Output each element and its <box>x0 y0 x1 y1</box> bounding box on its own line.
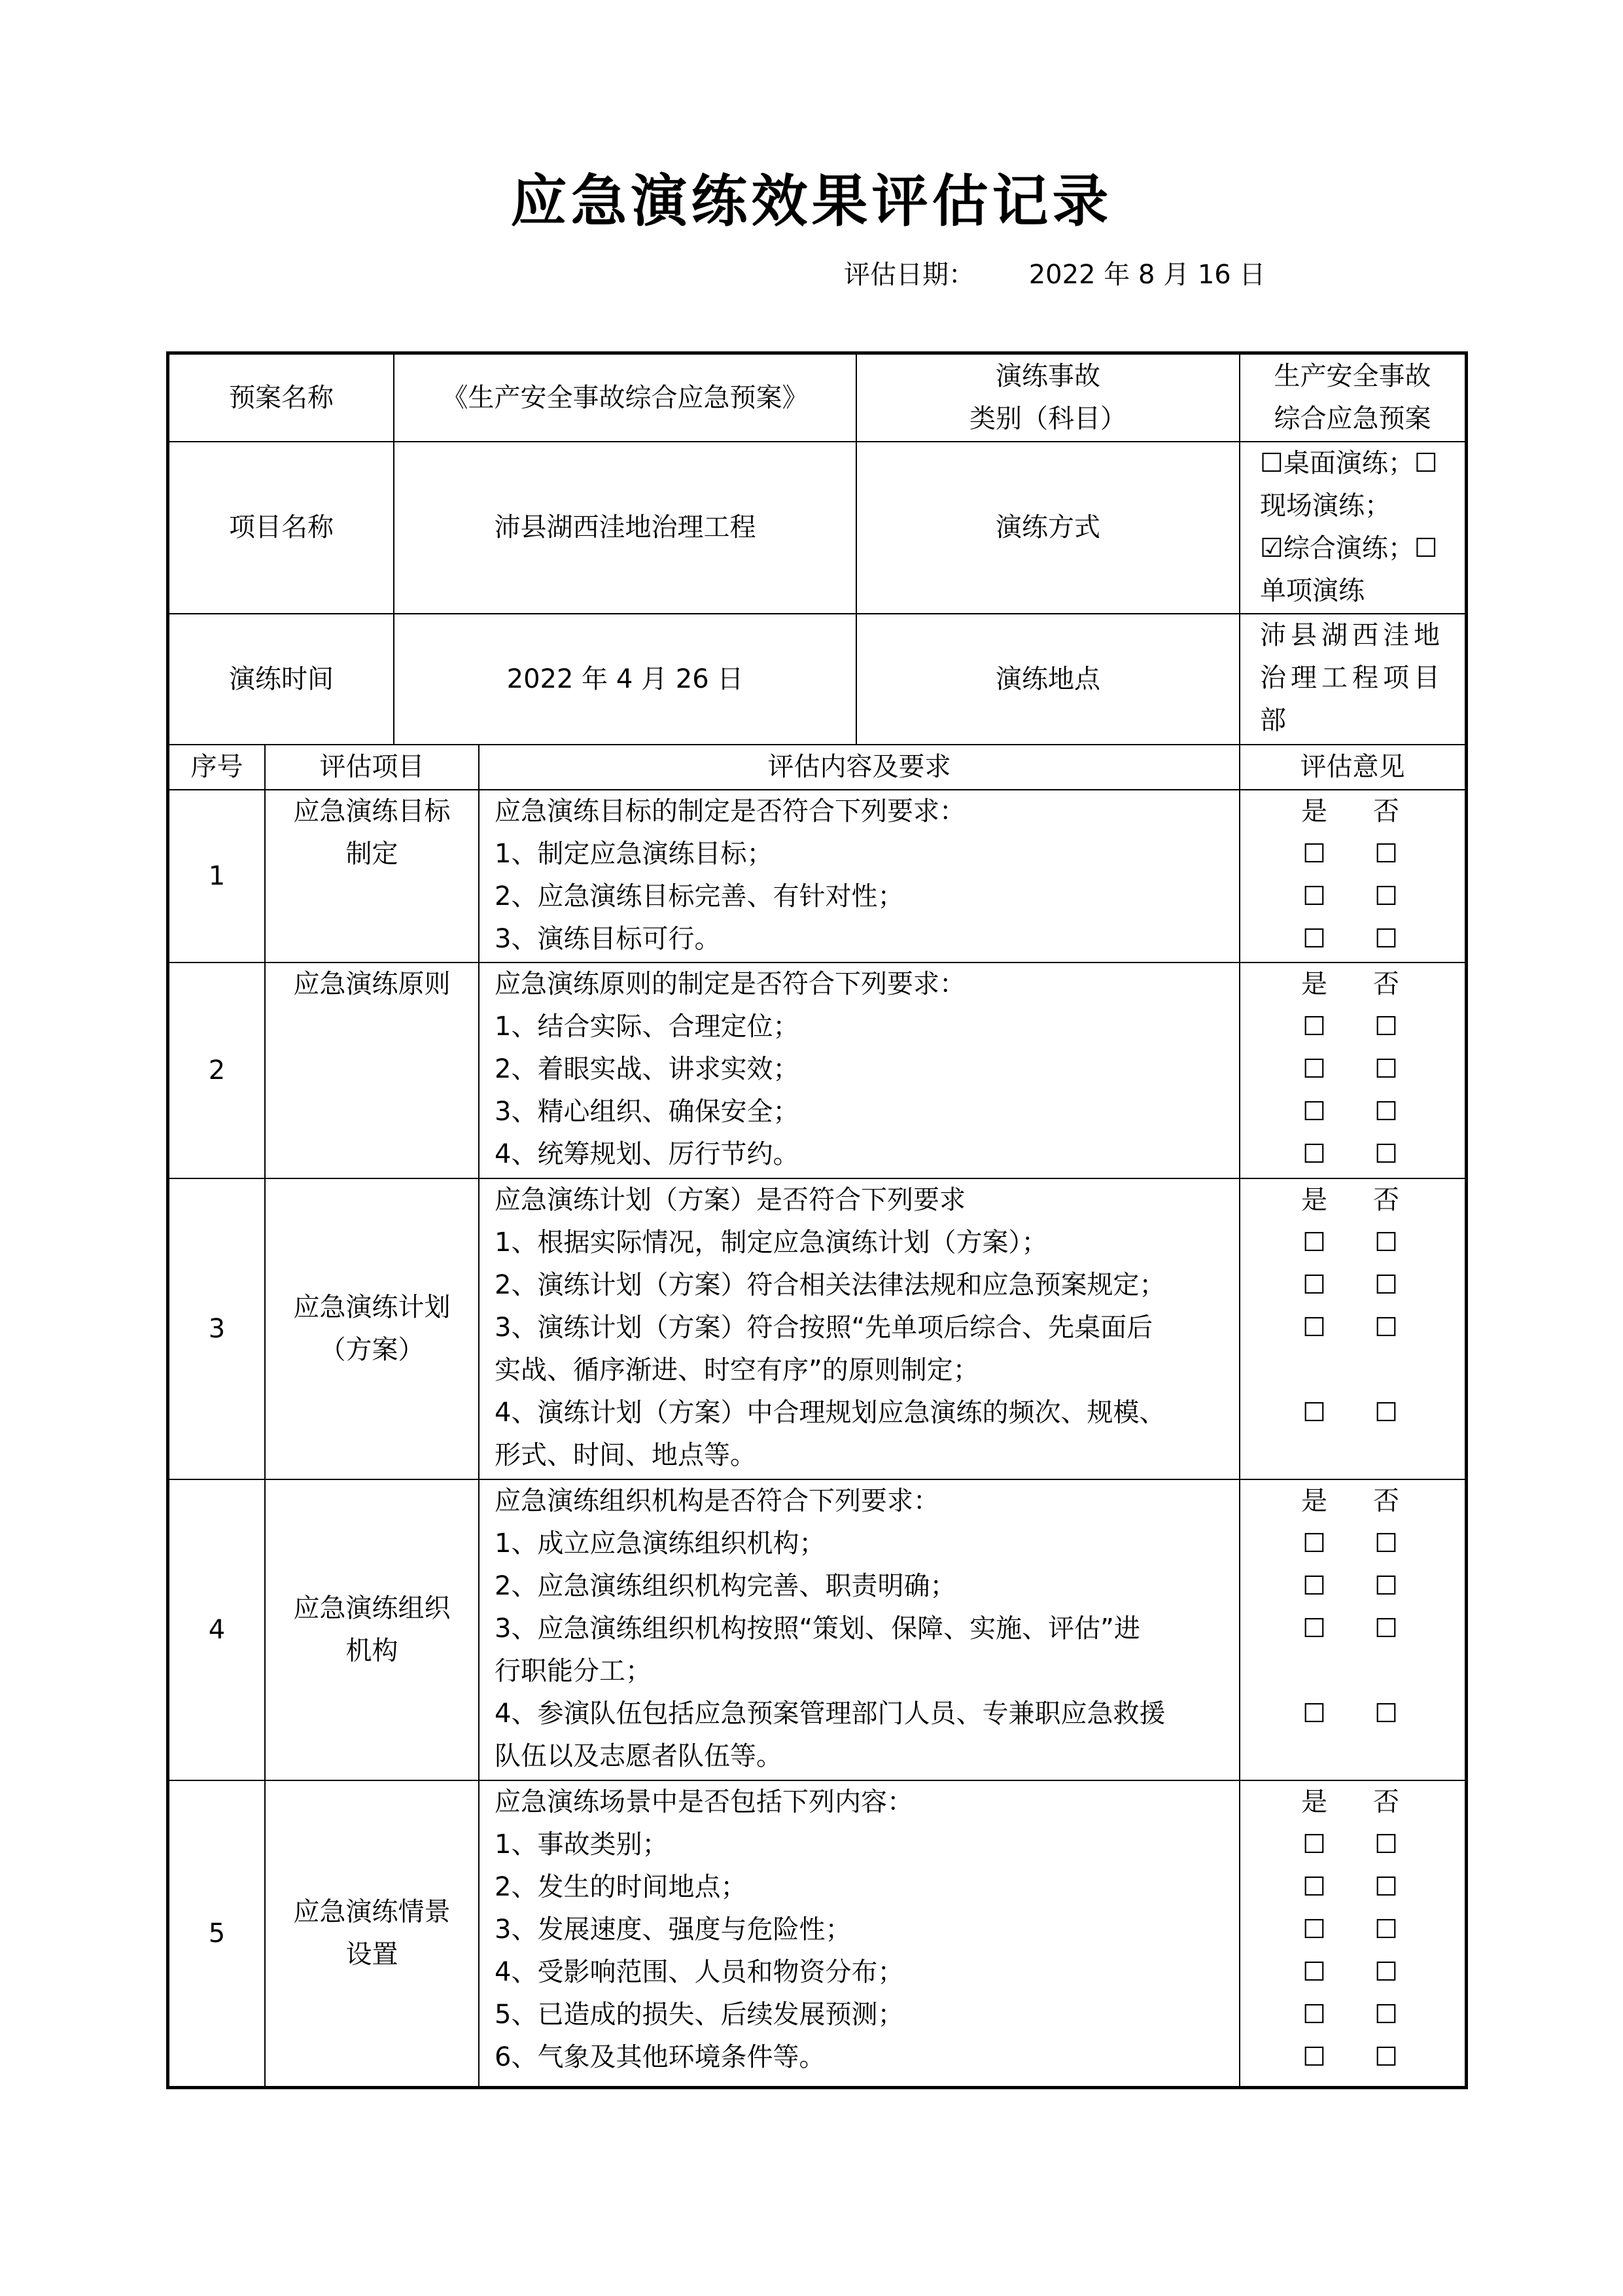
yes-checkbox[interactable]: ☐ <box>1302 1097 1326 1127</box>
no-label: 否 <box>1373 1486 1399 1516</box>
drill-place-value <box>1260 614 1465 742</box>
no-checkbox[interactable]: ☐ <box>1374 1699 1398 1729</box>
requirement-line: 1、制定应急演练目标； <box>495 839 773 869</box>
column-header-item: 评估项目 <box>319 752 425 782</box>
requirement-line: 6、气象及其他环境条件等。 <box>495 2042 826 2072</box>
column-header-no: 序号 <box>190 752 243 782</box>
yes-checkbox[interactable]: ☐ <box>1302 1571 1326 1601</box>
section-item-line: 应急演练组织 <box>293 1593 451 1623</box>
no-label: 否 <box>1373 1185 1399 1215</box>
no-checkbox[interactable]: ☐ <box>1374 1227 1398 1258</box>
yes-checkbox[interactable]: ☐ <box>1302 1872 1326 1902</box>
yes-checkbox[interactable]: ☐ <box>1302 1957 1326 1987</box>
no-checkbox[interactable]: ☐ <box>1374 1313 1398 1343</box>
requirement-line: 应急演练目标的制定是否符合下列要求： <box>495 796 966 826</box>
no-checkbox[interactable]: ☐ <box>1374 1571 1398 1601</box>
plan-name-value: 《生产安全事故综合应急预案》 <box>442 382 809 413</box>
yes-checkbox[interactable]: ☐ <box>1302 1915 1326 1945</box>
yes-checkbox[interactable]: ☐ <box>1302 1313 1326 1343</box>
yes-no-checkboxes <box>1252 1693 1488 1735</box>
no-checkbox[interactable]: ☐ <box>1374 839 1398 869</box>
requirement-line: 2、应急演练目标完善、有针对性； <box>495 881 904 911</box>
requirement-line: 应急演练原则的制定是否符合下列要求： <box>495 969 966 999</box>
document-title: 应急演练效果评估记录 <box>510 168 1113 234</box>
section-item <box>266 1891 478 1976</box>
section-item-line: 应急演练目标 <box>293 796 451 826</box>
requirement-line: 3、演练计划（方案）符合按照“先单项后综合、先桌面后 <box>495 1313 1153 1343</box>
yes-no-checkboxes <box>1252 2036 1488 2079</box>
requirement-line: 应急演练组织机构是否符合下列要求： <box>495 1486 939 1516</box>
yes-checkbox[interactable]: ☐ <box>1302 1398 1326 1428</box>
section-item <box>266 1587 478 1672</box>
requirement-line: 1、事故类别； <box>495 1829 669 1860</box>
requirement-line: 应急演练场景中是否包括下列内容： <box>495 1787 913 1817</box>
yes-no-checkboxes <box>1252 1866 1488 1909</box>
requirement-line: 3、精心组织、确保安全； <box>495 1097 799 1127</box>
yes-checkbox[interactable]: ☐ <box>1302 2042 1326 2072</box>
section-number: 4 <box>208 1614 226 1645</box>
yes-no-header <box>1252 1480 1488 1523</box>
yes-no-checkboxes <box>1252 1392 1488 1434</box>
drill-category-label-line2: 类别（科目） <box>969 404 1126 434</box>
yes-checkbox[interactable]: ☐ <box>1302 924 1326 954</box>
yes-checkbox[interactable]: ☐ <box>1302 1012 1326 1042</box>
section-item <box>266 790 478 875</box>
drill-time-label: 演练时间 <box>229 663 334 694</box>
date-label: 评估日期： <box>844 260 975 290</box>
section-item-line: 机构 <box>345 1636 398 1666</box>
section-item <box>266 963 478 1006</box>
section-number: 5 <box>208 1918 226 1949</box>
requirement-line: 1、成立应急演练组织机构； <box>495 1528 826 1559</box>
yes-label: 是 <box>1301 969 1327 999</box>
drill-category-value <box>1240 355 1465 441</box>
yes-checkbox[interactable]: ☐ <box>1302 1699 1326 1729</box>
requirement-line: 1、结合实际、合理定位； <box>495 1012 799 1042</box>
section-item-line: （方案） <box>319 1335 425 1365</box>
yes-checkbox[interactable]: ☐ <box>1302 1227 1326 1258</box>
yes-no-header <box>1252 1781 1488 1824</box>
section-item <box>266 1286 478 1371</box>
requirement-line: 5、已造成的损失、后续发展预测； <box>495 2000 904 2030</box>
yes-label: 是 <box>1301 1486 1327 1516</box>
requirement-line: 队伍以及志愿者队伍等。 <box>495 1741 782 1771</box>
yes-checkbox[interactable]: ☐ <box>1302 1139 1326 1169</box>
requirement-line: 应急演练计划（方案）是否符合下列要求 <box>495 1185 966 1215</box>
column-header-opinion: 评估意见 <box>1300 752 1405 782</box>
no-label: 否 <box>1373 796 1399 826</box>
requirement-line: 3、发展速度、强度与危险性； <box>495 1915 852 1945</box>
section-item-line: 应急演练情景 <box>293 1897 451 1927</box>
requirement-line: 4、参演队伍包括应急预案管理部门人员、专兼职应急救援 <box>495 1699 1166 1729</box>
requirement-line: 1、根据实际情况，制定应急演练计划（方案）； <box>495 1227 1048 1258</box>
yes-no-checkboxes <box>1252 1048 1488 1091</box>
section-item-line: 设置 <box>345 1939 398 1969</box>
requirement-line: 4、受影响范围、人员和物资分布； <box>495 1957 904 1987</box>
section-number: 1 <box>208 860 226 891</box>
no-checkbox[interactable]: ☐ <box>1374 1915 1398 1945</box>
no-checkbox[interactable]: ☐ <box>1374 881 1398 911</box>
place-line: 沛县湖西洼地 <box>1260 620 1444 650</box>
drill-category-label-line1: 演练事故 <box>996 361 1100 391</box>
yes-no-checkboxes <box>1252 1264 1488 1307</box>
yes-no-checkboxes <box>1252 1222 1488 1264</box>
no-checkbox[interactable]: ☐ <box>1374 1872 1398 1902</box>
yes-no-header <box>1252 1179 1488 1222</box>
yes-no-checkboxes <box>1252 1824 1488 1866</box>
no-checkbox[interactable]: ☐ <box>1374 1139 1398 1169</box>
yes-no-checkboxes <box>1252 918 1488 961</box>
yes-checkbox[interactable]: ☐ <box>1302 1614 1326 1644</box>
method-option-line: 单项演练 <box>1260 576 1365 606</box>
yes-label: 是 <box>1301 796 1327 826</box>
requirement-line: 2、着眼实战、讲求实效； <box>495 1054 799 1084</box>
evaluation-table <box>166 351 1468 2089</box>
yes-checkbox[interactable]: ☐ <box>1302 881 1326 911</box>
no-checkbox[interactable]: ☐ <box>1374 2000 1398 2030</box>
section-item-line: 应急演练原则 <box>293 969 451 999</box>
requirement-line: 行职能分工； <box>495 1656 652 1686</box>
drill-method-label: 演练方式 <box>996 512 1100 542</box>
no-label: 否 <box>1373 969 1399 999</box>
yes-no-checkboxes <box>1252 1909 1488 1951</box>
yes-checkbox[interactable]: ☐ <box>1302 839 1326 869</box>
no-checkbox[interactable]: ☐ <box>1374 1829 1398 1860</box>
yes-no-checkboxes <box>1252 1006 1488 1048</box>
yes-no-checkboxes <box>1252 1091 1488 1133</box>
evaluation-date <box>844 254 1265 291</box>
yes-checkbox[interactable]: ☐ <box>1302 1829 1326 1860</box>
requirement-line: 形式、时间、地点等。 <box>495 1440 756 1470</box>
method-option-line: ☑综合演练；☐ <box>1260 533 1438 563</box>
place-line: 部 <box>1260 705 1291 735</box>
no-checkbox[interactable]: ☐ <box>1374 1054 1398 1084</box>
yes-no-checkboxes <box>1252 1307 1488 1349</box>
drill-category-label <box>857 355 1239 441</box>
drill-time-value: 2022 年 4 月 26 日 <box>506 663 744 694</box>
method-option-line: 现场演练； <box>1260 491 1391 521</box>
yes-no-checkboxes <box>1252 833 1488 875</box>
requirement-line: 2、演练计划（方案）符合相关法律法规和应急预案规定； <box>495 1270 1166 1300</box>
date-value: 2022 年 8 月 16 日 <box>1028 260 1266 290</box>
no-checkbox[interactable]: ☐ <box>1374 2042 1398 2072</box>
yes-no-checkboxes <box>1252 1951 1488 1994</box>
project-name-label: 项目名称 <box>229 512 334 542</box>
requirement-line: 4、统筹规划、厉行节约。 <box>495 1139 799 1169</box>
section-item-line: 制定 <box>345 839 398 869</box>
drill-place-label: 演练地点 <box>996 663 1100 694</box>
yes-checkbox[interactable]: ☐ <box>1302 2000 1326 2030</box>
place-line: 治理工程项目 <box>1260 663 1444 693</box>
method-option-line: ☐桌面演练；☐ <box>1260 448 1438 478</box>
yes-no-checkboxes <box>1252 1565 1488 1608</box>
requirement-line: 2、发生的时间地点； <box>495 1872 747 1902</box>
requirement-line: 4、演练计划（方案）中合理规划应急演练的频次、规模、 <box>495 1398 1166 1428</box>
section-number: 2 <box>208 1055 226 1086</box>
no-checkbox[interactable]: ☐ <box>1374 1957 1398 1987</box>
requirement-line: 2、应急演练组织机构完善、职责明确； <box>495 1571 956 1601</box>
no-checkbox[interactable]: ☐ <box>1374 924 1398 954</box>
yes-no-checkboxes <box>1252 875 1488 918</box>
requirement-line: 3、应急演练组织机构按照“策划、保障、实施、评估”进 <box>495 1614 1140 1644</box>
no-checkbox[interactable]: ☐ <box>1374 1270 1398 1300</box>
yes-no-checkboxes <box>1252 1523 1488 1565</box>
column-header-content: 评估内容及要求 <box>767 752 951 782</box>
requirement-line: 3、演练目标可行。 <box>495 924 721 954</box>
no-label: 否 <box>1373 1787 1399 1817</box>
drill-category-value-line2: 综合应急预案 <box>1274 404 1431 434</box>
drill-category-value-line1: 生产安全事故 <box>1274 361 1431 391</box>
yes-no-checkboxes <box>1252 1994 1488 2036</box>
yes-checkbox[interactable]: ☐ <box>1302 1528 1326 1559</box>
yes-no-checkboxes <box>1252 1133 1488 1176</box>
yes-no-checkboxes <box>1252 1608 1488 1650</box>
yes-label: 是 <box>1301 1185 1327 1215</box>
yes-label: 是 <box>1301 1787 1327 1817</box>
no-checkbox[interactable]: ☐ <box>1374 1097 1398 1127</box>
section-number: 3 <box>208 1313 226 1344</box>
no-checkbox[interactable]: ☐ <box>1374 1012 1398 1042</box>
project-name-value: 沛县湖西洼地治理工程 <box>494 512 756 542</box>
yes-checkbox[interactable]: ☐ <box>1302 1270 1326 1300</box>
yes-checkbox[interactable]: ☐ <box>1302 1054 1326 1084</box>
yes-no-header <box>1252 790 1488 833</box>
drill-method-options <box>1260 442 1465 612</box>
plan-name-label: 预案名称 <box>229 382 334 413</box>
no-checkbox[interactable]: ☐ <box>1374 1614 1398 1644</box>
section-item-line: 应急演练计划 <box>293 1292 451 1322</box>
no-checkbox[interactable]: ☐ <box>1374 1528 1398 1559</box>
requirement-line: 实战、循序渐进、时空有序”的原则制定； <box>495 1355 979 1385</box>
no-checkbox[interactable]: ☐ <box>1374 1398 1398 1428</box>
yes-no-header <box>1252 963 1488 1006</box>
